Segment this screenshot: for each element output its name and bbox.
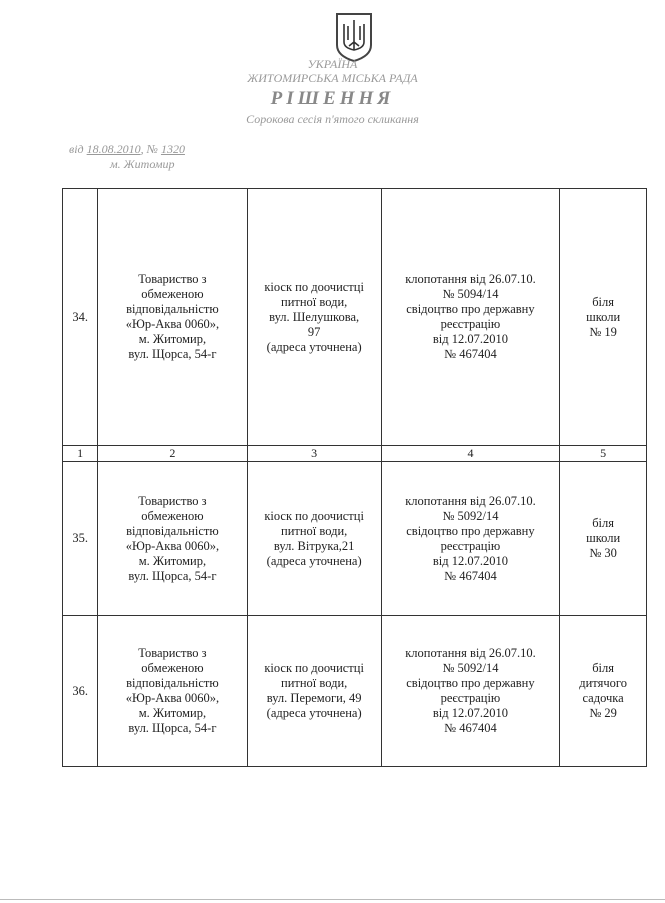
cell-line: відповідальністю bbox=[126, 676, 219, 690]
cell-line: від 12.07.2010 bbox=[432, 332, 509, 346]
cell-line: школи bbox=[586, 309, 621, 324]
cell-line: № 19 bbox=[589, 324, 617, 339]
cell-line: № 5094/14 bbox=[442, 287, 499, 301]
cell-line: від 12.07.2010 bbox=[432, 553, 509, 568]
cell-line: № 5092/14 bbox=[442, 661, 499, 675]
cell-line: кіоск по доочистці bbox=[264, 279, 364, 294]
cell-line: № 467404 bbox=[444, 347, 497, 361]
council-name: ЖИТОМИРСЬКА МІСЬКА РАДА bbox=[247, 71, 418, 85]
org-cell bbox=[98, 616, 247, 767]
cell-line: клопотання від 26.07.10. bbox=[405, 493, 536, 508]
object-cell bbox=[247, 616, 381, 767]
cell-line: біля bbox=[592, 516, 615, 530]
cell-line: від 12.07.2010 bbox=[432, 706, 509, 720]
date-prefix: від bbox=[69, 142, 84, 156]
cell-line: м. Житомир, bbox=[138, 553, 207, 568]
cell-line: відповідальністю bbox=[126, 302, 219, 316]
cell-line: м. Житомир, bbox=[138, 706, 207, 720]
cell-line: свідоцтво про державну bbox=[406, 302, 535, 316]
cell-line: № 467404 bbox=[444, 568, 497, 583]
location-cell bbox=[560, 189, 647, 446]
cell-line: (адреса уточнена) bbox=[266, 553, 362, 568]
document-title: РІШЕННЯ bbox=[270, 88, 395, 109]
cell-line: свідоцтво про державну bbox=[406, 676, 535, 690]
table-row bbox=[63, 616, 647, 767]
cell-line: клопотання від 26.07.10. bbox=[405, 646, 536, 660]
table-row bbox=[63, 189, 647, 446]
cell-line: обмеженою bbox=[141, 508, 204, 523]
cell-line: № 467404 bbox=[444, 721, 497, 735]
cell-line: школи bbox=[586, 531, 621, 545]
coat-of-arms-icon bbox=[334, 12, 374, 62]
cell-line: біля bbox=[592, 661, 615, 675]
cell-line: 97 bbox=[307, 324, 321, 339]
column-number-row bbox=[63, 446, 647, 462]
row-number: 35. bbox=[63, 462, 98, 616]
docs-cell bbox=[381, 616, 560, 767]
cell-line: Товариство з bbox=[138, 272, 207, 286]
column-number: 3 bbox=[247, 446, 381, 462]
cell-line: Товариство з bbox=[138, 493, 207, 508]
table-row bbox=[63, 462, 647, 616]
cell-line: реєстрацію bbox=[440, 317, 501, 331]
cell-line: «Юр-Аква 0060», bbox=[125, 691, 220, 705]
docs-cell bbox=[381, 462, 560, 616]
cell-line: вул. Перемоги, 49 bbox=[266, 691, 362, 705]
cell-line: вул. Шелушкова, bbox=[269, 309, 360, 324]
cell-line: реєстрацію bbox=[440, 538, 501, 553]
cell-line: (адреса уточнена) bbox=[266, 339, 362, 354]
column-number: 1 bbox=[63, 446, 98, 462]
cell-line: вул. Вітрука,21 bbox=[273, 538, 355, 553]
location-cell bbox=[560, 616, 647, 767]
page-bottom-divider bbox=[0, 899, 665, 900]
cell-line: питної води, bbox=[281, 676, 348, 690]
org-cell bbox=[98, 189, 247, 446]
cell-line: (адреса уточнена) bbox=[266, 706, 362, 720]
cell-line: питної води, bbox=[281, 294, 348, 309]
cell-line: обмеженою bbox=[141, 661, 204, 675]
docs-cell bbox=[381, 189, 560, 446]
location-cell bbox=[560, 462, 647, 616]
cell-line: вул. Щорса, 54-г bbox=[128, 721, 217, 735]
cell-line: садочка bbox=[582, 691, 624, 705]
cell-line: дитячого bbox=[579, 676, 627, 690]
cell-line: свідоцтво про державну bbox=[406, 523, 535, 538]
column-number: 2 bbox=[98, 446, 247, 462]
object-cell bbox=[247, 462, 381, 616]
date-line: від 18.08.2010, № 1320 bbox=[69, 142, 185, 156]
column-number: 5 bbox=[560, 446, 647, 462]
cell-line: «Юр-Аква 0060», bbox=[125, 538, 220, 553]
cell-line: відповідальністю bbox=[126, 523, 219, 538]
cell-line: біля bbox=[592, 294, 615, 309]
decision-table bbox=[62, 188, 647, 767]
cell-line: м. Житомир, bbox=[138, 332, 207, 346]
cell-line: № 30 bbox=[589, 546, 617, 560]
column-number: 4 bbox=[381, 446, 560, 462]
cell-line: клопотання від 26.07.10. bbox=[405, 272, 536, 286]
city-line: м. Житомир bbox=[110, 157, 175, 171]
object-cell bbox=[247, 189, 381, 446]
cell-line: питної води, bbox=[281, 523, 348, 538]
org-cell bbox=[98, 462, 247, 616]
cell-line: обмеженою bbox=[141, 287, 204, 301]
number-prefix: № bbox=[146, 142, 158, 156]
cell-line: «Юр-Аква 0060», bbox=[125, 317, 220, 331]
cell-line: вул. Щорса, 54-г bbox=[128, 347, 217, 361]
row-number: 34. bbox=[63, 189, 98, 446]
decision-number: 1320 bbox=[160, 142, 185, 156]
cell-line: кіоск по доочистці bbox=[264, 661, 364, 675]
cell-line: № 29 bbox=[589, 706, 617, 720]
cell-line: реєстрацію bbox=[440, 691, 501, 705]
decision-date: 18.08.2010 bbox=[86, 142, 141, 156]
cell-line: кіоск по доочистці bbox=[264, 508, 364, 523]
country-name: УКРАЇНА bbox=[307, 57, 358, 71]
row-number: 36. bbox=[63, 616, 98, 767]
session-line: Сорокова сесія п'ятого скликання bbox=[246, 112, 419, 126]
cell-line: Товариство з bbox=[138, 646, 207, 660]
cell-line: № 5092/14 bbox=[442, 508, 499, 523]
cell-line: вул. Щорса, 54-г bbox=[128, 568, 217, 583]
